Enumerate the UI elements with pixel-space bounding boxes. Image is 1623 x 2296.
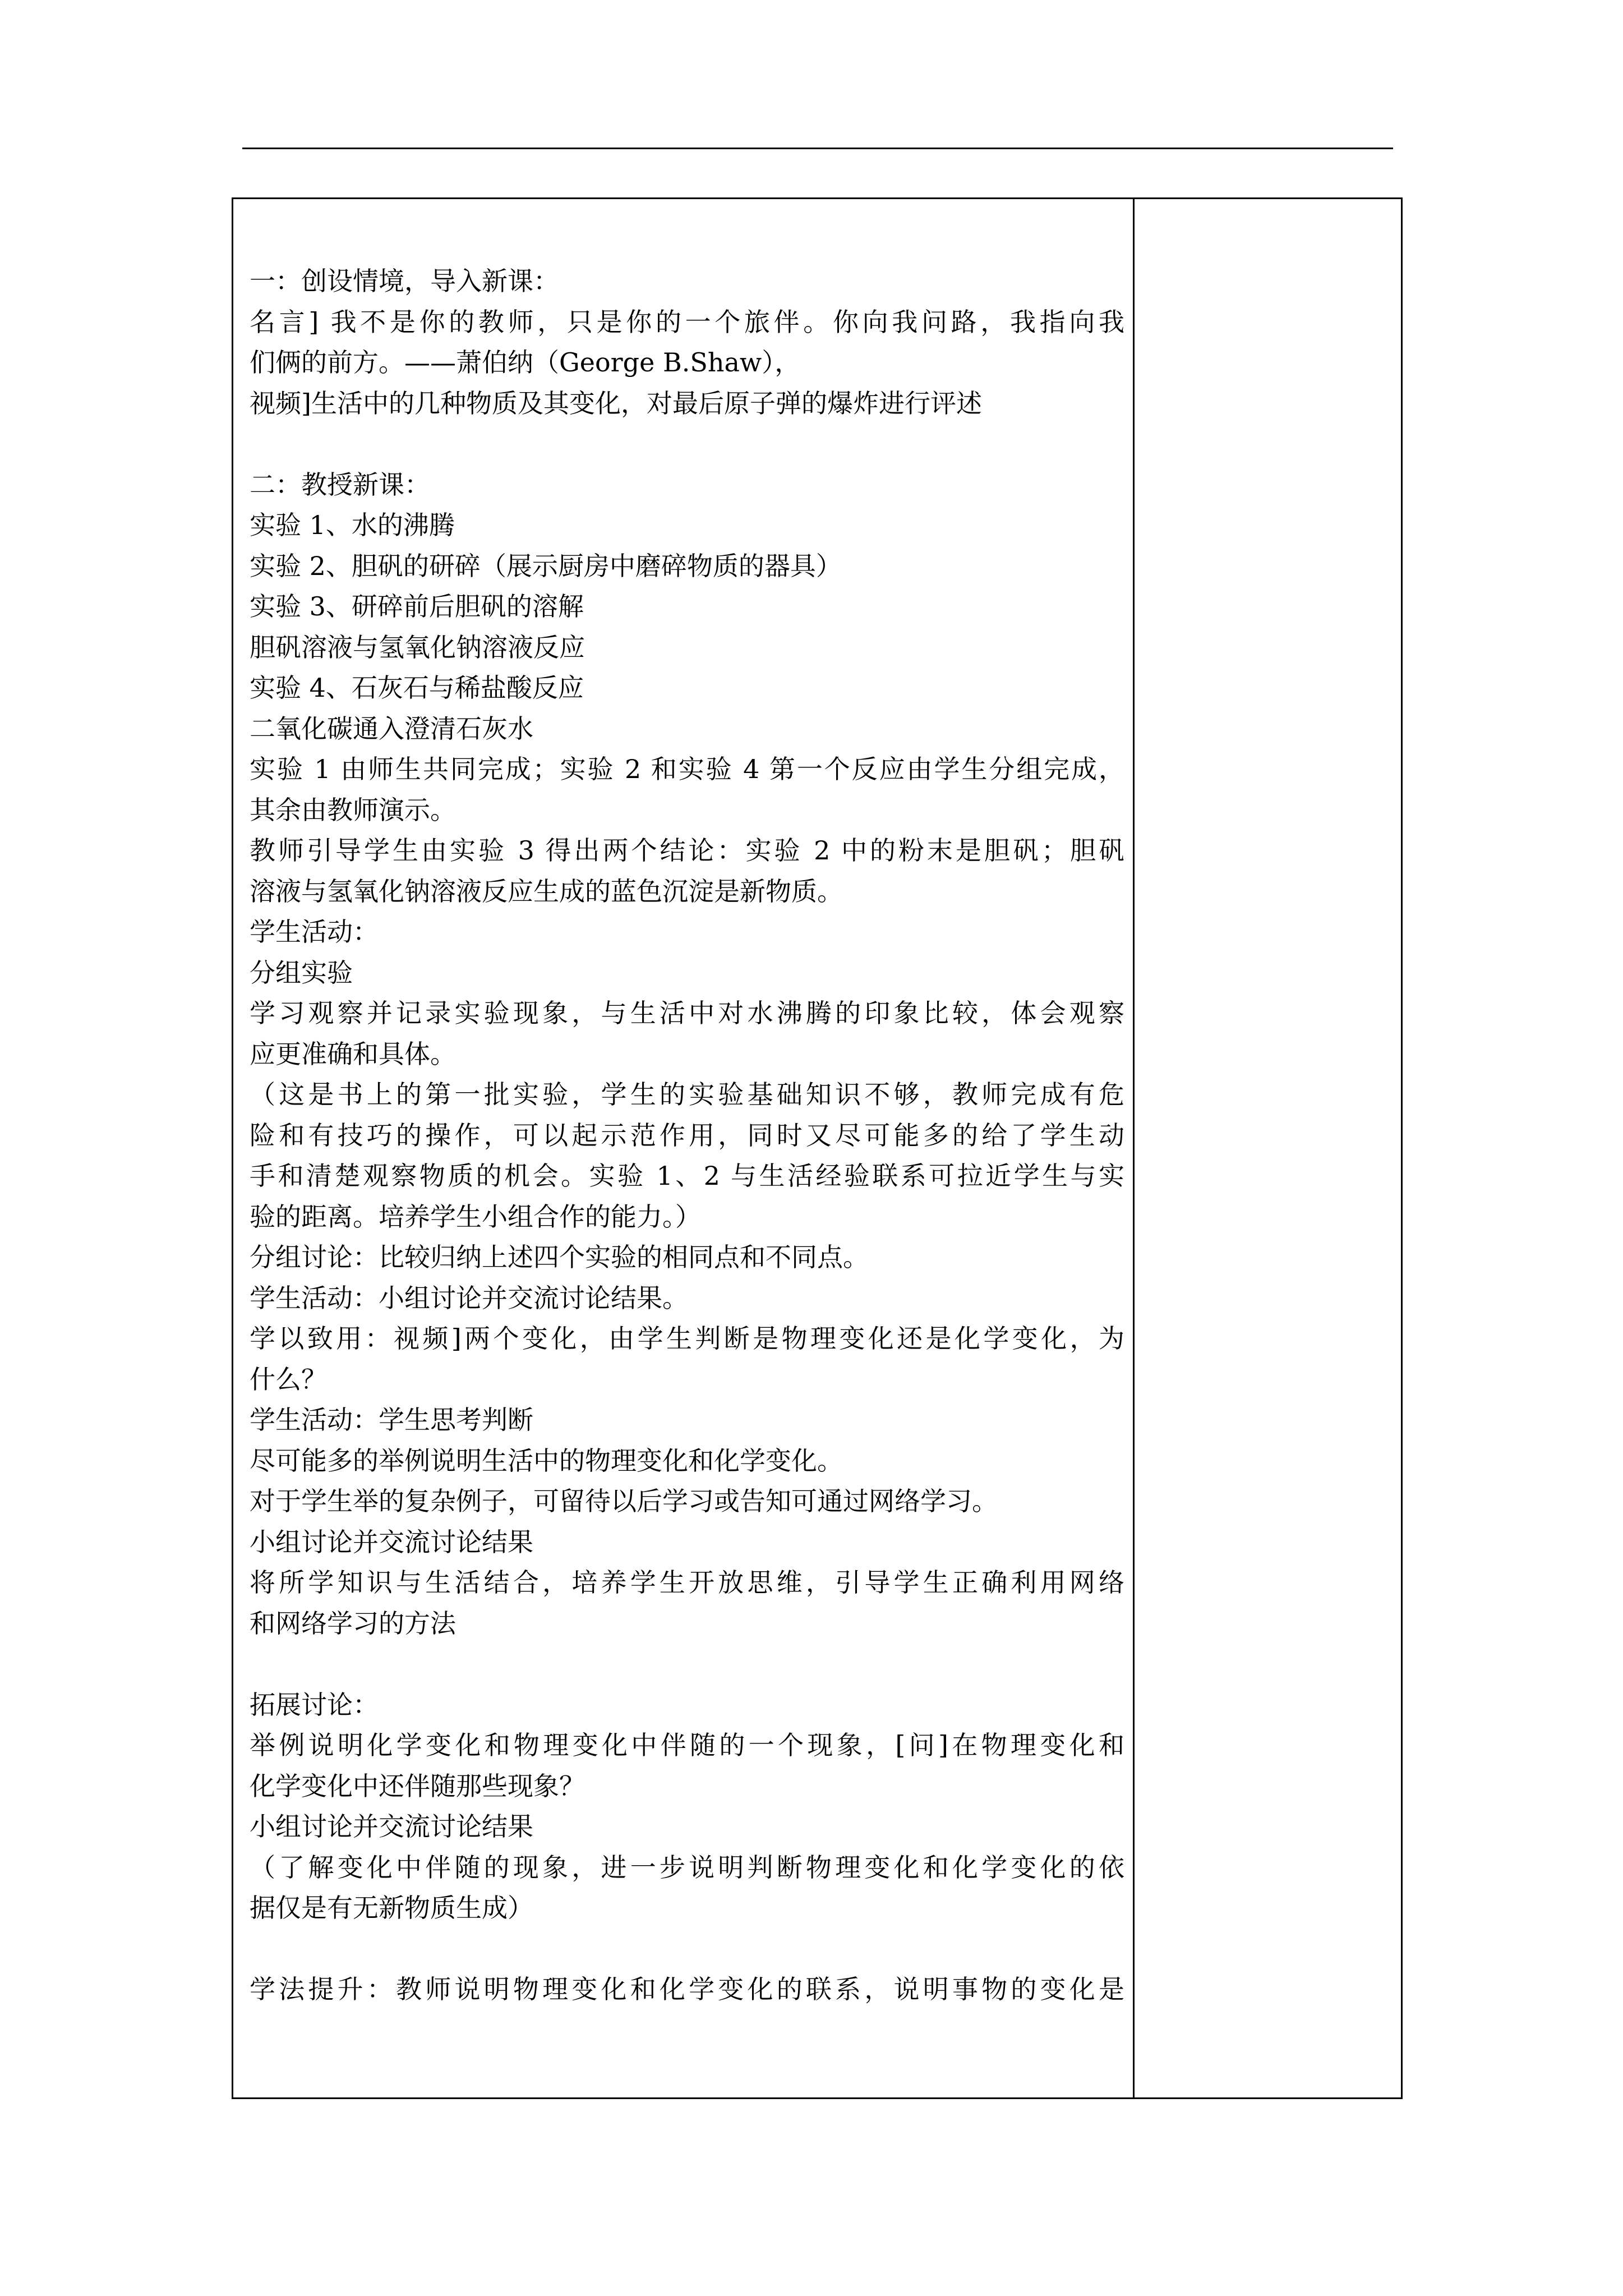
text-line: 二：教授新课： bbox=[250, 469, 430, 500]
text-line: 举例说明化学变化和物理变化中伴随的一个现象，[问]在物理变化和 bbox=[250, 1730, 1124, 1760]
text-line: 小组讨论并交流讨论结果 bbox=[250, 1811, 533, 1842]
text-line: 们俩的前方。——萧伯纳（George B.Shaw）， bbox=[250, 347, 801, 378]
text-line: 化学变化中还伴随那些现象？ bbox=[250, 1770, 585, 1801]
text-line: 手和清楚观察物质的机会。实验 1、2 与生活经验联系可拉近学生与实 bbox=[250, 1161, 1124, 1191]
text-line: 尽可能多的举例说明生活中的物理变化和化学变化。 bbox=[250, 1445, 843, 1476]
text-line: 学以致用：视频]两个变化，由学生判断是物理变化还是化学变化，为 bbox=[250, 1323, 1124, 1354]
notes-cell bbox=[1135, 199, 1401, 2097]
text-line: 学法提升：教师说明物理变化和化学变化的联系，说明事物的变化是 bbox=[250, 1974, 1124, 2004]
text-line: 分组讨论：比较归纳上述四个实验的相同点和不同点。 bbox=[250, 1242, 869, 1272]
text-line: 据仅是有无新物质生成） bbox=[250, 1893, 533, 1923]
text-line: 应更准确和具体。 bbox=[250, 1038, 456, 1069]
text-line: 溶液与氢氧化钠溶液反应生成的蓝色沉淀是新物质。 bbox=[250, 876, 843, 907]
text-line: 验的距离。培养学生小组合作的能力。） bbox=[250, 1201, 701, 1232]
text-line: 将所学知识与生活结合，培养学生开放思维，引导学生正确利用网络 bbox=[250, 1567, 1124, 1598]
text-line: 教师引导学生由实验 3 得出两个结论：实验 2 中的粉末是胆矾；胆矾 bbox=[250, 835, 1124, 866]
lesson-plan-table bbox=[232, 197, 1403, 2099]
text-line: 和网络学习的方法 bbox=[250, 1608, 456, 1639]
text-line: （了解变化中伴随的现象，进一步说明判断物理变化和化学变化的依 bbox=[250, 1852, 1124, 1883]
header-rule bbox=[242, 148, 1393, 149]
blank-line bbox=[250, 1644, 1124, 1685]
text-line: 拓展讨论： bbox=[250, 1689, 379, 1720]
text-line: 学生活动： bbox=[250, 917, 379, 947]
text-line: 实验 2、胆矾的研碎（展示厨房中磨碎物质的器具） bbox=[250, 550, 842, 581]
text-line: 什么？ bbox=[250, 1364, 327, 1395]
text-line: 胆矾溶液与氢氧化钠溶液反应 bbox=[250, 632, 585, 662]
text-line: （这是书上的第一批实验，学生的实验基础知识不够，教师完成有危 bbox=[250, 1079, 1124, 1110]
text-line: 实验 1 由师生共同完成；实验 2 和实验 4 第一个反应由学生分组完成， bbox=[250, 754, 1124, 784]
text-line: 学习观察并记录实验现象，与生活中对水沸腾的印象比较，体会观察 bbox=[250, 998, 1124, 1028]
text-line: 实验 1、水的沸腾 bbox=[250, 510, 455, 540]
text-line: 一：创设情境，导入新课： bbox=[250, 266, 559, 296]
text-line: 二氧化碳通入澄清石灰水 bbox=[250, 713, 533, 744]
text-line: 实验 3、研碎前后胆矾的溶解 bbox=[250, 591, 584, 622]
text-line: 学生活动：小组讨论并交流讨论结果。 bbox=[250, 1282, 688, 1313]
text-line: 学生活动：学生思考判断 bbox=[250, 1405, 533, 1435]
lesson-content-cell bbox=[250, 261, 1124, 2010]
text-line: 对于学生举的复杂例子，可留待以后学习或告知可通过网络学习。 bbox=[250, 1486, 998, 1516]
text-line: 名言] 我不是你的教师，只是你的一个旅伴。你向我问路，我指向我 bbox=[250, 306, 1124, 337]
blank-line bbox=[250, 424, 1124, 464]
text-line: 分组实验 bbox=[250, 957, 353, 988]
text-line: 险和有技巧的操作，可以起示范作用，同时又尽可能多的给了学生动 bbox=[250, 1120, 1124, 1151]
text-line: 视频]生活中的几种物质及其变化，对最后原子弹的爆炸进行评述 bbox=[250, 388, 982, 418]
text-line: 实验 4、石灰石与稀盐酸反应 bbox=[250, 673, 584, 703]
blank-line bbox=[250, 1929, 1124, 1970]
text-line: 小组讨论并交流讨论结果 bbox=[250, 1526, 533, 1557]
text-line: 其余由教师演示。 bbox=[250, 794, 456, 825]
